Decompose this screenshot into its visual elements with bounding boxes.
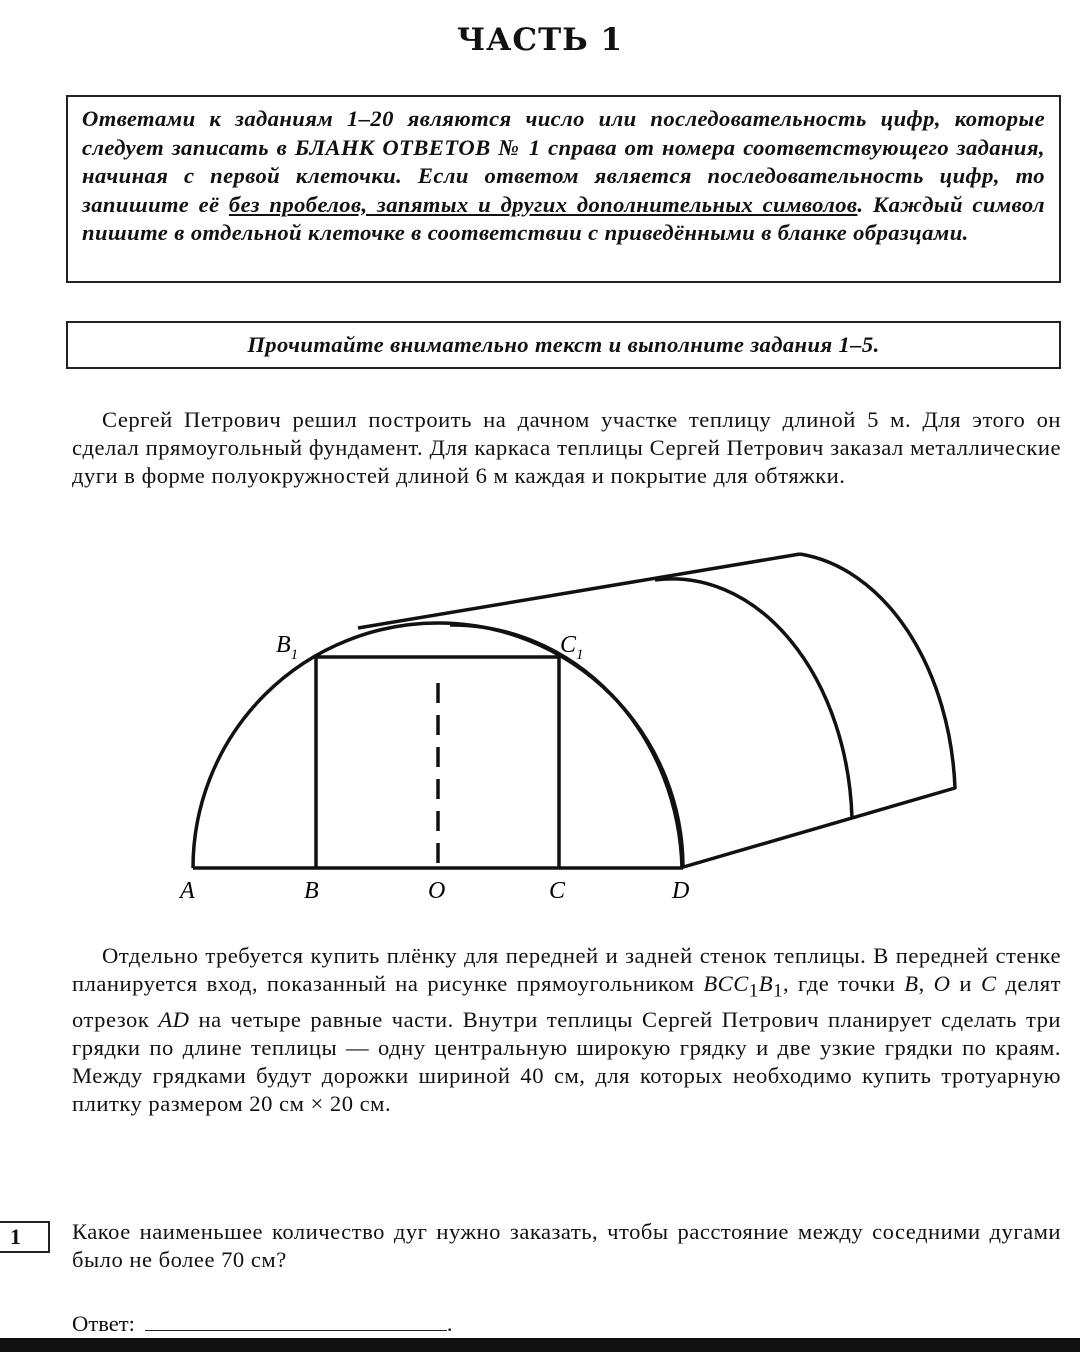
- label-D: D: [672, 878, 690, 904]
- instructions-underlined: без пробелов, запятых и других дополнительных символов: [228, 191, 858, 217]
- task-number-box: 1: [0, 1221, 50, 1253]
- paragraph-details: Отдельно требуется купить плёнку для передней и задней стенок теплицы. В передней стенке планируется вход, показанный на рисунке прямоугольником $BCC_1B_1$, где точки B, O и C делят отрезок AD на четыре равные части. Внутри теплицы Сергей Петрович планирует сделать три грядки по длине теплицы — одну центральную широкую грядку и две узкие грядки по краям. Между грядками будут дорожки шириной 40 см, для которых необходимо купить тротуарную плитку размером 20 см × 20 см.: [72, 943, 1061, 1116]
- label-A: A: [180, 878, 195, 904]
- front-arc: [193, 623, 683, 868]
- task-question: Какое наименьшее количество дуг нужно заказать, чтобы расстояние между соседними дугами было не более 70 см?: [72, 1219, 1061, 1272]
- answer-period: .: [446, 1311, 453, 1336]
- page-title: ЧАСТЬ 1: [456, 22, 624, 58]
- answer-label: Ответ:: [72, 1311, 135, 1336]
- back-arc: [680, 554, 955, 868]
- instructions-box: [66, 95, 1061, 283]
- greenhouse-figure: [0, 540, 1080, 910]
- label-C: C: [549, 878, 566, 904]
- ridge-line: [358, 554, 800, 628]
- instructions-text-end: . Каждый символ пишите в отдельной клеточке в соответствии с приведёнными в бланке образцами.: [82, 191, 1045, 245]
- middle-arc-2: [655, 579, 852, 818]
- label-B: B: [304, 878, 319, 904]
- label-B1: $B_1$: [276, 632, 299, 663]
- label-O: O: [428, 878, 446, 904]
- paragraph-intro: Сергей Петрович решил построить на дачном участке теплицу длиной 5 м. Для этого он сделал прямоугольный фундамент. Для каркаса теплицы Сергей Петрович заказал металлические дуги в форме полуокружностей длиной 6 м каждая и покрытие для обтяжки.: [72, 407, 1061, 488]
- label-C1: $C_1$: [560, 632, 584, 663]
- bottom-bar: [0, 1338, 1080, 1352]
- middle-arc-1: [450, 625, 682, 868]
- answer-line[interactable]: [145, 1308, 447, 1331]
- read-prompt-box: [66, 321, 1061, 369]
- answer-row: [72, 1308, 453, 1338]
- instructions-text: Ответами к заданиям 1–20 являются число или последовательность цифр, которые следует записать в БЛАНК ОТВЕТОВ № 1 справа от номера соответствующего задания, начиная с первой клеточки. Если ответом является последовательность цифр, то запишите её: [82, 106, 1045, 217]
- read-prompt: Прочитайте внимательно текст и выполните задания 1–5.: [247, 332, 880, 357]
